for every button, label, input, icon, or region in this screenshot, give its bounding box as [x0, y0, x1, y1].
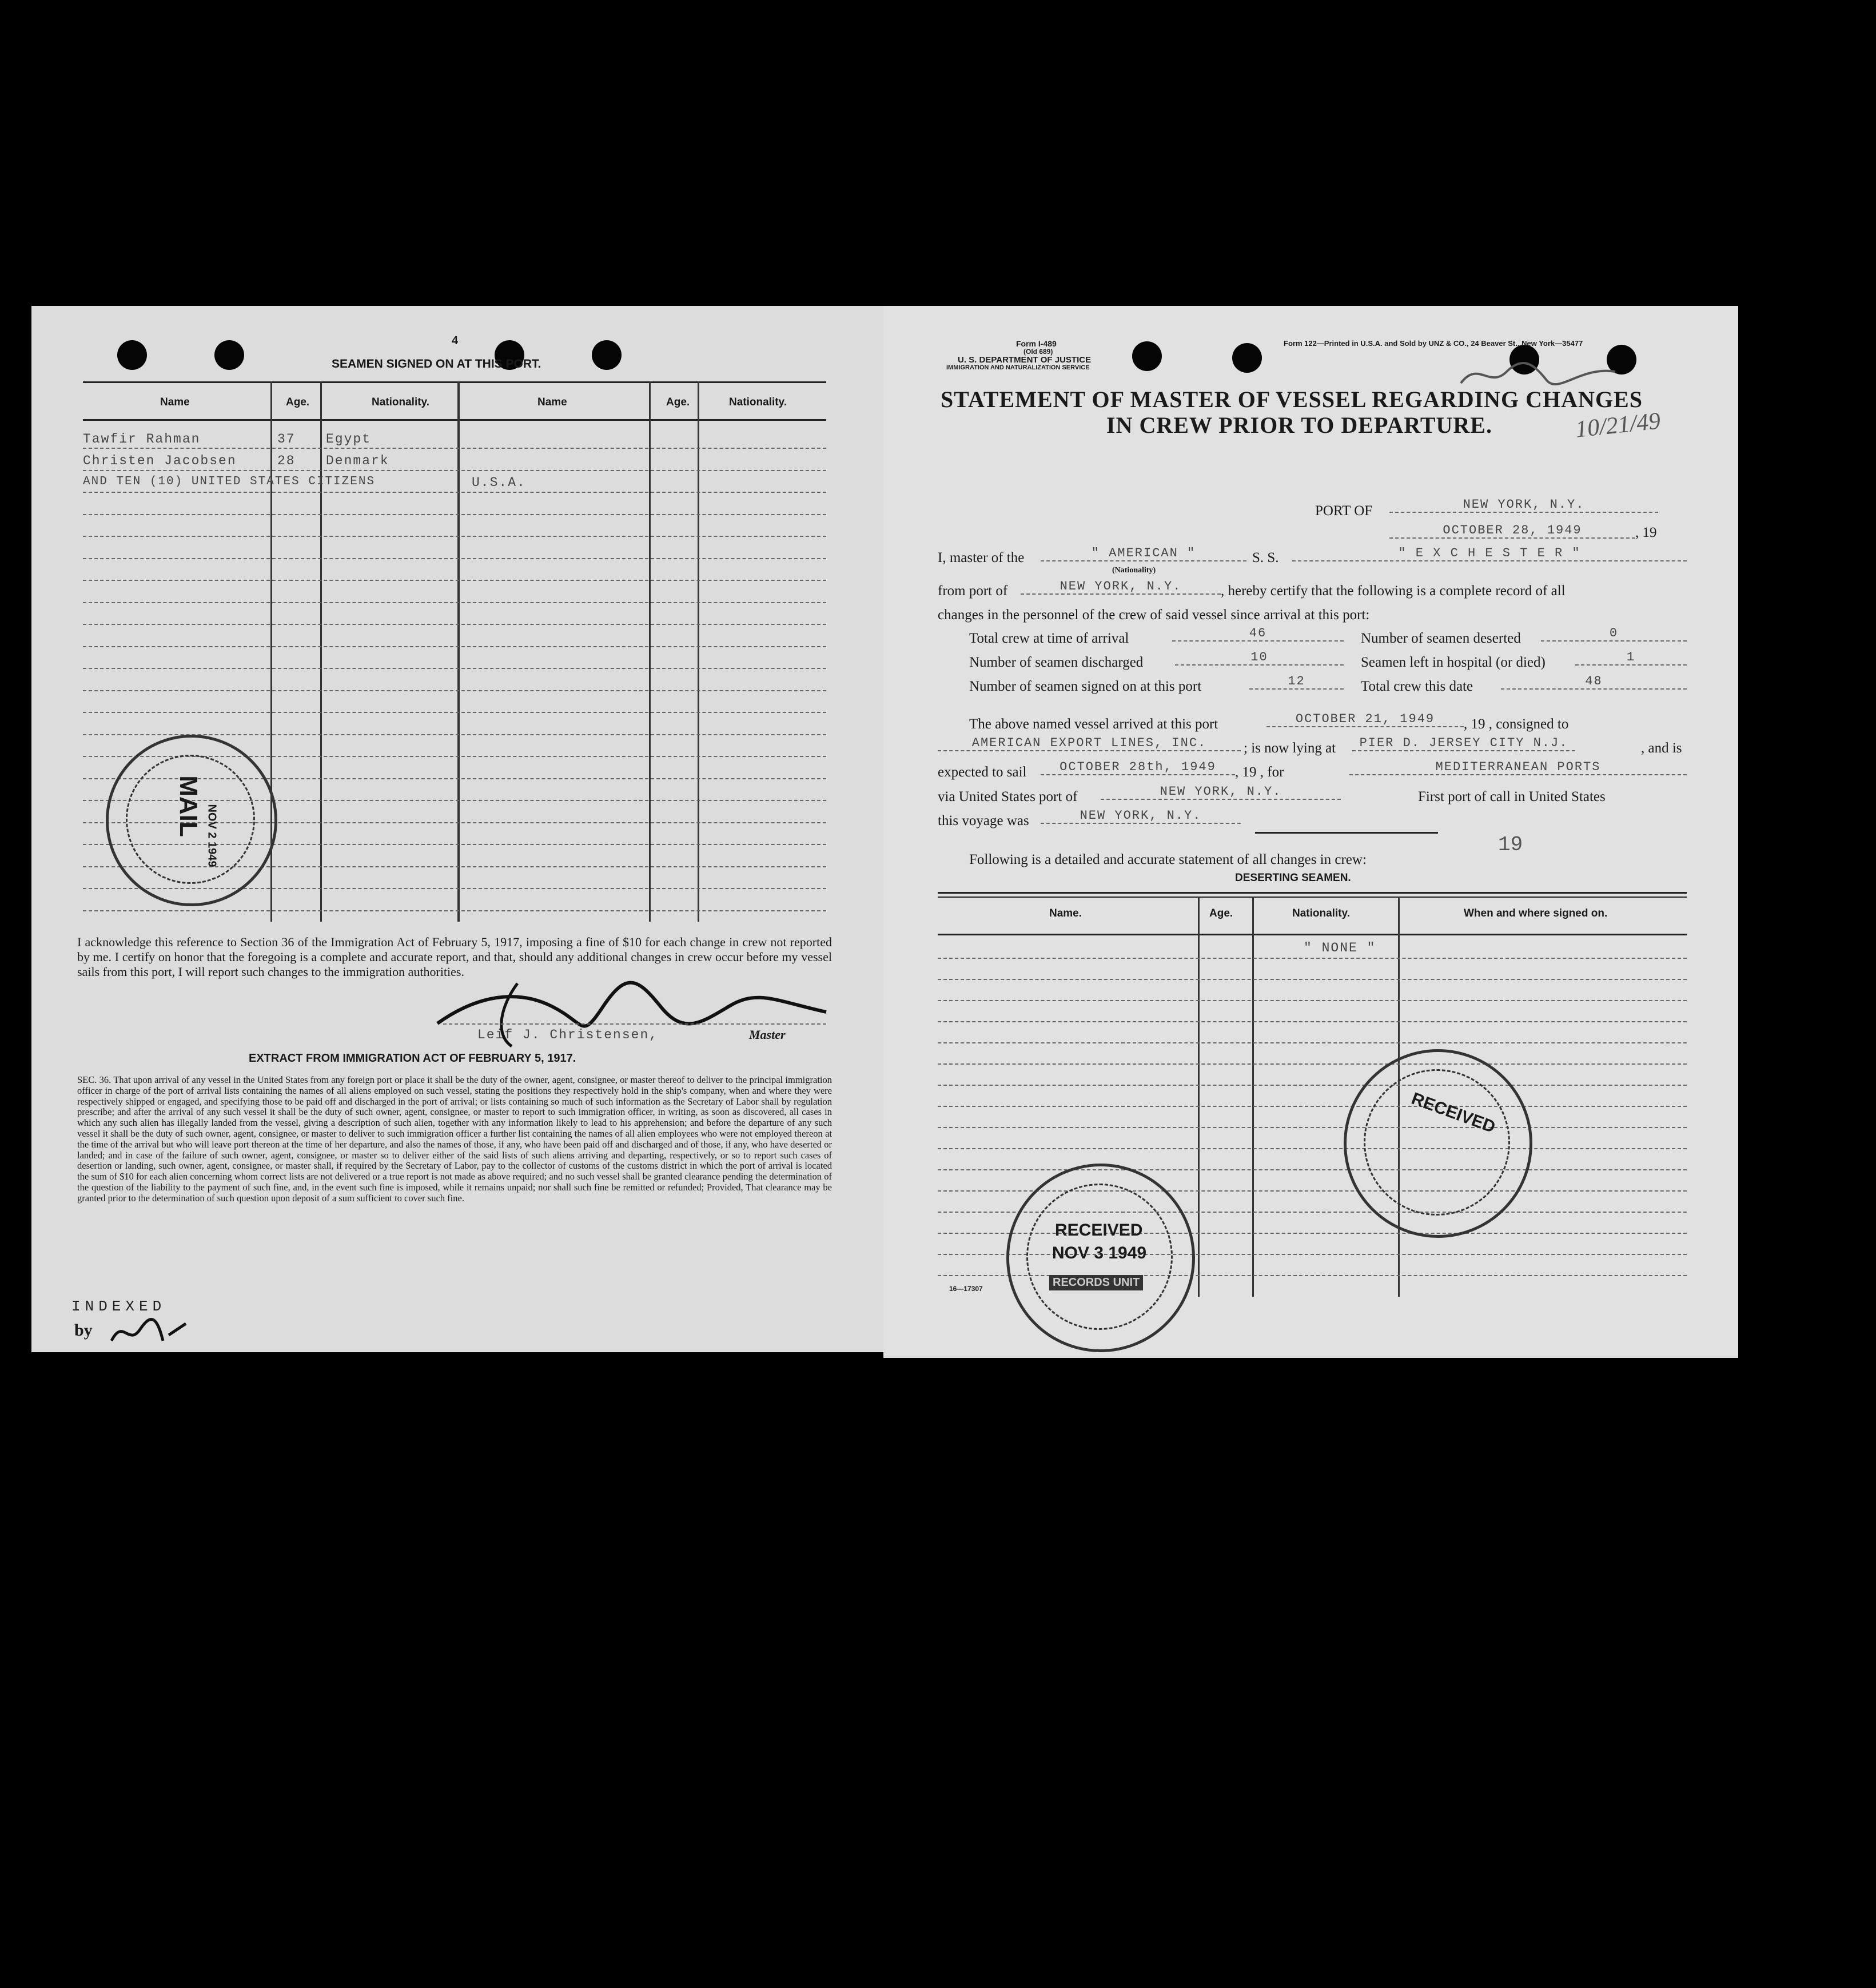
row-rule — [938, 1106, 1687, 1107]
row-1-age: 37 — [277, 432, 296, 447]
row-rule — [938, 1042, 1687, 1043]
received-stamp — [1006, 1164, 1195, 1352]
signature-line — [443, 1023, 826, 1025]
row-rule — [938, 979, 1687, 980]
table-top-rule — [83, 381, 826, 383]
printer-line: Form 122—Printed in U.S.A. and Sold by UNZ & CO., 24 Beaver St., New York—35477 — [1284, 339, 1583, 348]
via-label: via United States port of — [938, 789, 1078, 804]
column-divider — [457, 381, 460, 922]
row-1-name: Tawfir Rahman — [83, 432, 201, 447]
row-rule — [83, 470, 826, 471]
row-rule — [83, 448, 826, 449]
for-label: , 19 , for — [1235, 764, 1284, 780]
row-rule — [83, 646, 826, 647]
row-rule — [83, 668, 826, 669]
records-unit-label: RECORDS UNIT — [1049, 1275, 1143, 1290]
row-rule — [938, 1085, 1687, 1086]
mail-stamp-date: NOV 2 1949 — [205, 804, 218, 867]
col-header-age-2: Age. — [666, 396, 690, 408]
voyage-label: this voyage was — [938, 813, 1029, 828]
consigned-label: , 19 , consigned to — [1464, 716, 1569, 732]
column-divider — [1198, 897, 1200, 1297]
col-header-nationality: Nationality. — [372, 396, 429, 408]
row-rule — [83, 602, 826, 603]
punch-hole — [592, 340, 622, 370]
extract-title: EXTRACT FROM IMMIGRATION ACT OF FEBRUARY 5, 1917. — [249, 1052, 576, 1065]
column-divider — [698, 381, 699, 922]
via-value: NEW YORK, N.Y. — [1101, 784, 1341, 800]
signed-on-value: 12 — [1249, 674, 1344, 690]
arrived-value: OCTOBER 21, 1949 — [1266, 712, 1464, 727]
signed-on-title: SEAMEN SIGNED ON AT THIS PORT. — [332, 357, 541, 370]
punch-hole — [117, 340, 147, 370]
row-rule — [83, 558, 826, 559]
for-value: MEDITERRANEAN PORTS — [1349, 760, 1687, 775]
consignee-value: AMERICAN EXPORT LINES, INC. — [938, 736, 1241, 751]
sail-value: OCTOBER 28th, 1949 — [1041, 760, 1235, 775]
header-rule — [83, 419, 826, 421]
row-rule — [938, 1063, 1687, 1065]
and-is-label: , and is — [1641, 740, 1682, 756]
date-year-suffix: , 19 — [1635, 525, 1657, 540]
mail-stamp-text: MAIL — [174, 775, 202, 837]
handwritten-date: 10/21/49 — [1574, 408, 1662, 443]
col-header-age: Age. — [286, 396, 310, 408]
row-rule — [938, 1000, 1687, 1001]
row-2-name: Christen Jacobsen — [83, 453, 237, 468]
vessel-name: " E X C H E S T E R " — [1292, 546, 1687, 561]
desert-none-value: " NONE " — [1304, 941, 1376, 955]
row-3-nationality: U.S.A. — [472, 475, 526, 490]
deserted-label: Number of seamen deserted — [1361, 631, 1521, 646]
from-port-value: NEW YORK, N.Y. — [1021, 579, 1221, 595]
page-number: 4 — [452, 334, 459, 347]
agency-name: U. S. DEPARTMENT OF JUSTICE — [958, 355, 1092, 365]
column-divider — [1252, 897, 1254, 1297]
first-call-label: First port of call in United States — [1418, 789, 1606, 804]
row-rule — [938, 1148, 1687, 1149]
deserted-value: 0 — [1541, 626, 1687, 642]
hospital-value: 1 — [1575, 650, 1687, 666]
desert-col-name: Name. — [1049, 907, 1082, 919]
header-rule — [938, 934, 1687, 935]
row-rule — [83, 580, 826, 581]
table-top-rule — [938, 897, 1687, 898]
row-rule — [83, 910, 826, 911]
row-rule — [83, 492, 826, 493]
extract-text: SEC. 36. That upon arrival of any vessel in the United States from any foreign port or place it shall be the duty of the owner, agent, consignee, or master thereof to deliver to the principal immigration officer in charge of the port of arrival lists containing the names of all aliens employed on such vessel, stating the positions they respectively hold in the ship's company, when and where they were respectively shipped or engaged, and specifying those to be paid off and discharged in the port of arrival; or lists containing so much of such information as the Secretary of Labor shall by regulation prescribe; and after the arrival of any such vessel it shall be the duty of such owner, agent, consignee, or master to report to such immigration officer, in writing, as soon as discovered, all cases in which any such alien has illegally landed from the vessel, giving a description of such alien, together with any information likely to lead to his apprehension; and before the departure of any such vessel it shall be the duty of such owner, agent, consignee, or master to deliver to such immigration officer a further list containing the names of all alien employees who were not employed thereon at the time of the arrival but who will leave port thereon at the time of her departure, and also the names of those, if any, who have been paid off and discharged and of those, if any, who have deserted or landed; and in case of the failure of such owner, agent, consignee, or master so to deliver either of the said lists of such aliens arriving and departing, respectively, or so to report such cases of desertion or landing, such owner, agent, consignee, or master shall, if required by the Secretary of Labor, pay to the collector of customs of the customs district in which the port of arrival is located the sum of $10 for each alien concerning whom correct lists are not delivered or a true report is not made as above required; and no such vessel shall be granted clearance pending the determination of the question of the liability to the payment of such fine, and, in the event such fine is imposed, while it remains unpaid; nor shall such fine be remitted or refunded; Provided, That clearance may be granted prior to the determination of such question upon deposit of a sum sufficient to cover such fine. — [77, 1074, 832, 1204]
row-rule — [83, 624, 826, 625]
master-role: Master — [749, 1027, 786, 1042]
form-footer-code: 16—17307 — [949, 1285, 983, 1293]
handwritten-vessel-note — [1455, 354, 1621, 395]
punch-hole — [214, 340, 244, 370]
underline — [1255, 832, 1438, 834]
sail-label: expected to sail — [938, 764, 1027, 780]
right-page — [883, 306, 1738, 1358]
lying-value: PIER D. JERSEY CITY N.J. — [1352, 736, 1575, 751]
arrived-label: The above named vessel arrived at this port — [969, 716, 1218, 732]
voyage-value: NEW YORK, N.Y. — [1041, 808, 1241, 824]
port-label: PORT OF — [1315, 503, 1373, 519]
nationality-value: " AMERICAN " — [1041, 546, 1246, 561]
received-stamp-2-text: RECEIVED — [1409, 1089, 1498, 1137]
master-label: I, master of the — [938, 550, 1025, 565]
form-code: Form I-489 — [1016, 339, 1057, 348]
mail-stamp — [106, 735, 277, 906]
form-title-line-2: IN CREW PRIOR TO DEPARTURE. — [1106, 412, 1492, 438]
agency-service: IMMIGRATION AND NATURALIZATION SERVICE — [946, 364, 1090, 371]
received-stamp-2 — [1344, 1049, 1532, 1238]
row-rule — [83, 690, 826, 691]
row-2-age: 28 — [277, 453, 296, 468]
desert-col-nationality: Nationality. — [1292, 907, 1350, 919]
indexed-by-label: by — [74, 1321, 93, 1340]
certify-text: , hereby certify that the following is a complete record of all — [1221, 583, 1566, 599]
left-page — [31, 306, 883, 1352]
changes-text: changes in the personnel of the crew of said vessel since arrival at this port: — [938, 607, 1370, 623]
column-divider — [320, 381, 322, 922]
hospital-label: Seamen left in hospital (or died) — [1361, 655, 1546, 670]
lying-label: ; is now lying at — [1244, 740, 1336, 756]
punch-hole — [1232, 343, 1262, 373]
discharged-value: 10 — [1175, 650, 1344, 666]
col-header-name: Name — [160, 396, 190, 408]
row-rule — [938, 958, 1687, 959]
desert-col-age: Age. — [1209, 907, 1233, 919]
from-port-label: from port of — [938, 583, 1008, 599]
row-rule — [83, 514, 826, 515]
received-stamp-date: NOV 3 1949 — [1052, 1244, 1147, 1262]
col-header-name-2: Name — [537, 396, 567, 408]
column-divider — [649, 381, 651, 922]
row-3-name: AND TEN (10) UNITED STATES CITIZENS — [83, 475, 376, 488]
desert-col-signed-on: When and where signed on. — [1464, 907, 1608, 919]
form-old-code: (Old 689) — [1023, 348, 1053, 356]
crew-arrival-label: Total crew at time of arrival — [969, 631, 1129, 646]
received-stamp-text: RECEIVED — [1055, 1221, 1143, 1240]
row-rule — [83, 712, 826, 713]
crew-arrival-value: 46 — [1172, 626, 1344, 642]
date-value: OCTOBER 28, 1949 — [1389, 523, 1635, 539]
master-name-typed: Leif J. Christensen, — [477, 1027, 659, 1042]
discharged-label: Number of seamen discharged — [969, 655, 1144, 670]
col-header-nationality-2: Nationality. — [729, 396, 787, 408]
total-date-label: Total crew this date — [1361, 679, 1473, 694]
indexer-initials — [106, 1312, 197, 1352]
ss-label: S. S. — [1252, 550, 1279, 565]
port-value: NEW YORK, N.Y. — [1389, 497, 1658, 513]
following-text: Following is a detailed and accurate statement of all changes in crew: — [969, 852, 1367, 867]
punch-hole — [1132, 341, 1162, 371]
row-rule — [938, 1169, 1687, 1170]
acknowledgment-text: I acknowledge this reference to Section 36 of the Immigration Act of February 5, 1917, imposing a fine of $10 for each change in crew not reported by me. I certify on honor that the foregoing is a complete and accurate report, and that, should any additional changes in crew occur before my vessel sails from this port, I will report such changes to the immigration authorities. — [77, 935, 832, 979]
nationality-caption: (Nationality) — [1112, 566, 1156, 575]
signed-on-label: Number of seamen signed on at this port — [969, 679, 1202, 694]
total-date-value: 48 — [1501, 674, 1687, 690]
deserting-title: DESERTING SEAMEN. — [1235, 872, 1351, 884]
row-rule — [83, 536, 826, 537]
row-rule — [938, 1127, 1687, 1128]
form-title-line-1: STATEMENT OF MASTER OF VESSEL REGARDING CHANGES — [941, 387, 1643, 412]
row-1-nationality: Egypt — [326, 432, 372, 447]
row-rule — [938, 1021, 1687, 1022]
stamped-number: 19 — [1498, 833, 1523, 856]
indexed-label: INDEXED — [71, 1298, 166, 1315]
row-2-nationality: Denmark — [326, 453, 389, 468]
table-top-rule — [938, 892, 1687, 894]
